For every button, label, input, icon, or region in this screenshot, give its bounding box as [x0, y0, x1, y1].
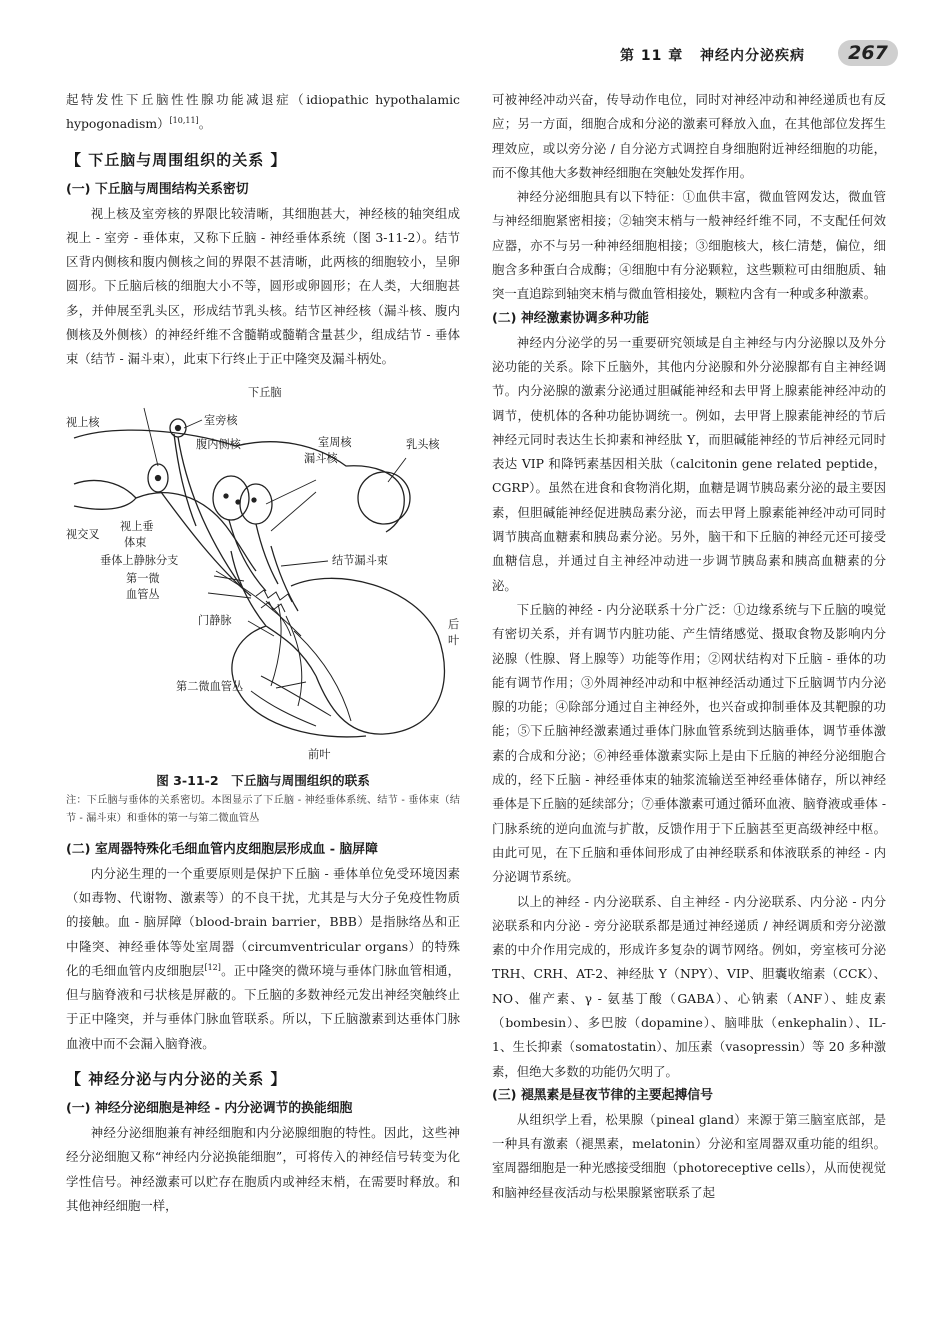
intro-text: 起特发性下丘脑性性腺功能减退症（idiopathic hypothalamic hypogonadism）	[66, 92, 460, 132]
section-heading-hypothalamus: 【 下丘脑与周围组织的关系 】	[66, 150, 287, 169]
label-hypothalamus: 下丘脑	[248, 385, 282, 399]
label-ventromedial: 腹内侧核	[196, 437, 241, 451]
label-portal-vein: 门静脉	[198, 613, 232, 627]
subsection-heading-structures: (一) 下丘脑与周围结构关系密切	[66, 181, 249, 197]
label-first-plexus-1: 第一微	[126, 571, 160, 585]
section-heading-neurosecretion: 【 神经分泌与内分泌的关系 】	[66, 1070, 287, 1089]
paragraph-features: 神经分泌细胞具有以下特征：①血供丰富，微血管网发达，微血管与神经细胞紧密相接；②轴突末梢与一般神经纤维不同，不支配任何效应器，亦不与另一种神经细胞相接；③细胞核大，核仁清楚，偏位，细胞含多种蛋白合成酶；④细胞中有分泌颗粒，这些颗粒可由细胞质、轴突一直追踪到轴突末梢与微血管相接处，颗粒内含有一种或多种激素。	[492, 189, 886, 302]
label-mammillary: 乳头核	[406, 437, 440, 451]
chapter-title: 神经内分泌疾病	[700, 48, 805, 64]
left-column	[66, 88, 460, 1218]
label-supraoptic-tract-2: 体束	[124, 535, 147, 549]
figure-hypothalamus-diagram	[66, 386, 460, 768]
label-paraventricular: 室旁核	[204, 413, 238, 427]
label-supraoptic-tract-1: 视上垂	[120, 519, 154, 533]
subsection-heading-bbb: (二) 室周器特殊化毛细血管内皮细胞层形成血 - 脑屏障	[66, 841, 378, 857]
intro-end: 。	[198, 116, 212, 132]
label-posterior-2: 叶	[448, 633, 460, 647]
label-posterior-1: 后	[448, 617, 460, 631]
chapter-number: 第 11 章	[620, 48, 684, 64]
paragraph-connections: 下丘脑的神经 - 内分泌联系十分广泛：①边缘系统与下丘脑的嗅觉有密切关系，并有调节内脏功能、产生情绪感觉、摄取食物及影响内分泌腺（性腺、肾上腺等）功能等作用；②网状结构对下丘脑 - 垂体的功能有调节作用；③外周神经冲动和中枢神经活动通过下丘脑调节内分泌腺的功能；④除部分通过自主神经外，也兴奋或抑制垂体及其靶腺的功能；⑤下丘脑神经激素通过垂体门脉血管系统到达脑垂体，调节垂体激素的合成和分泌；⑥神经垂体激素实际上是由下丘脑的神经分泌细胞合成的，经下丘脑 - 神经垂体束的轴浆流输送至神经垂体储存，所以神经垂体是下丘脑的延续部分；⑦垂体激素可通过循环血液、脑脊液或垂体 - 门脉系统的逆向血流与扩散，反馈作用于下丘脑甚至更高级神经中枢。由此可见，在下丘脑和垂体间形成了由神经联系和体液联系的神经 - 内分泌调节系统。	[492, 601, 886, 885]
paragraph-networks: 以上的神经 - 内分泌联系、自主神经 - 内分泌联系、内分泌 - 内分泌联系和内分泌 - 旁分泌联系都是通过神经递质 / 神经调质和旁分泌激素的中介作用完成的，形成许多复杂的调节网络。例如，旁室核可分泌 TRH、CRH、AT-2、神经肽 Y（NPY）、VIP、胆囊收缩素（CCK）、NO、催产素、γ - 氨基丁酸（GABA）、心钠素（ANF）、蛙皮素（bombesin）、多巴胺（dopamine）、脑啡肽（enkephalin）、IL-1、生长抑素（somatostatin）、加压素（vasopressin）等 20 多种激素，但绝大多数的功能仍欠明了。	[492, 893, 886, 1079]
label-supraoptic: 视上核	[66, 415, 100, 429]
intro-paragraph	[66, 88, 460, 137]
paragraph-continued: 可被神经冲动兴奋，传导动作电位，同时对神经冲动和神经递质也有反应；另一方面，细胞合成和分泌的激素可释放入血，在其他部位发挥生理效应，或以旁分泌 / 自分泌方式调控自身细胞附近神经细胞的功能，而不像其他大多数神经细胞在突触处发挥作用。	[492, 92, 886, 180]
figure-caption: 图 3-11-2 下丘脑与周围组织的联系	[156, 772, 370, 788]
label-anterior: 前叶	[308, 747, 331, 761]
label-optic-chiasm: 视交叉	[66, 527, 100, 541]
reference-mark: [10,11]	[169, 116, 199, 126]
label-tuberoinfundibular: 结节漏斗束	[332, 553, 388, 567]
label-second-plexus: 第二微血管丛	[176, 679, 244, 693]
label-hypophyseal-branch: 垂体上静脉分支	[100, 553, 179, 567]
paragraph-nuclei: 视上核及室旁核的界限比较清晰，其细胞甚大，神经核的轴突组成视上 - 室旁 - 垂体束，又称下丘脑 - 神经垂体系统（图 3-11-2）。结节区背内侧核和腹内侧核之间的界限不甚清晰，此两核的细胞较小，呈卵圆形。下丘脑后核的细胞大小不等，圆形或卵圆形；在人类，大细胞甚多，并伸展至乳头区，形成结节乳头核。结节区神经核（漏斗核、腹内侧核及外侧核）的神经纤维不含髓鞘或髓鞘含量甚少，组成结节 - 垂体束（结节 - 漏斗束），此束下行终止于正中隆突及漏斗柄处。	[66, 205, 460, 367]
subsection-heading-neurohormones: (二) 神经激素协调多种功能	[492, 310, 649, 326]
bbb-text: 内分泌生理的一个重要原则是保护下丘脑 - 垂体单位免受环境因素（如毒物、代谢物、激素等）的不良干扰，尤其是与大分子免疫性物质的接触。血 - 脑屏障（blood-brain barrier，BBB）是指脉络丛和正中隆突、神经垂体等处室周器（circumventricular organs）的特殊化的毛细血管内皮细胞层	[66, 865, 460, 978]
page-number: 267	[838, 40, 898, 66]
label-infundibular: 漏斗核	[304, 451, 338, 465]
paragraph-pineal: 从组织学上看，松果腺（pineal gland）来源于第三脑室底部，是一种具有激素（褪黑素，melatonin）分泌和室周器双重功能的组织。室周器细胞是一种光感接受细胞（photoreceptive cells），从而使视觉和脑神经昼夜活动与松果腺紧密联系了起	[492, 1111, 886, 1200]
bbb-text-continued: 。正中隆突的微环境与垂体门脉血管相通，但与脑脊液和弓状核是屏蔽的。下丘脑的多数神经元发出神经突触终止于正中隆突，并与垂体门脉血管联系。所以，下丘脑激素到达垂体门脉血液中而不会漏入脑脊液。	[66, 962, 461, 1051]
label-periventricular: 室周核	[318, 435, 352, 449]
reference-mark: [12]	[204, 962, 221, 972]
paragraph-transducer: 神经分泌细胞兼有神经细胞和内分泌腺细胞的特性。因此，这些神经分泌细胞又称“神经内分泌换能细胞”，可将传入的神经信号转变为化学性信号。神经激素可以贮存在胞质内或神经末梢，在需要时释放。和其他神经细胞一样，	[66, 1125, 460, 1213]
subsection-heading-transducer: (一) 神经分泌细胞是神经 - 内分泌调节的换能细胞	[66, 1101, 353, 1117]
right-column	[492, 88, 886, 1205]
paragraph-bbb	[66, 862, 460, 1056]
running-header	[620, 40, 920, 70]
subsection-heading-melatonin: (三) 褪黑素是昼夜节律的主要起搏信号	[492, 1087, 713, 1103]
paragraph-autonomic: 神经内分泌学的另一重要研究领域是自主神经与内分泌腺以及外分泌功能的关系。除下丘脑外，其他内分泌腺和外分泌腺都有自主神经调节。内分泌腺的激素分泌通过胆碱能神经和去甲肾上腺素能神经冲动的调节，使机体的各种功能协调统一。例如，去甲肾上腺素能神经的节后神经元同时表达生长抑素和神经肽 Y，而胆碱能神经的节后神经元同时表达 VIP 和降钙素基因相关肽（calcitonin gene related peptide，CGRP）。虽然在进食和食物消化期，血糖是调节胰岛素分泌的最主要因素，但胆碱能神经促进胰岛素分泌，而去甲肾上腺素能神经冲动可同时调节胰高血糖素和胰岛素分泌。另外，脑干和下丘脑的神经元还可接受血糖信息，并通过自主神经冲动进一步调节胰岛素和胰高血糖素的分泌。	[492, 334, 886, 593]
figure-note: 注：下丘脑与垂体的关系密切。本图显示了下丘脑 - 神经垂体系统、结节 - 垂体束（结节 - 漏斗束）和垂体的第一与第二微血管丛	[66, 794, 460, 824]
label-first-plexus-2: 血管丛	[126, 587, 160, 601]
